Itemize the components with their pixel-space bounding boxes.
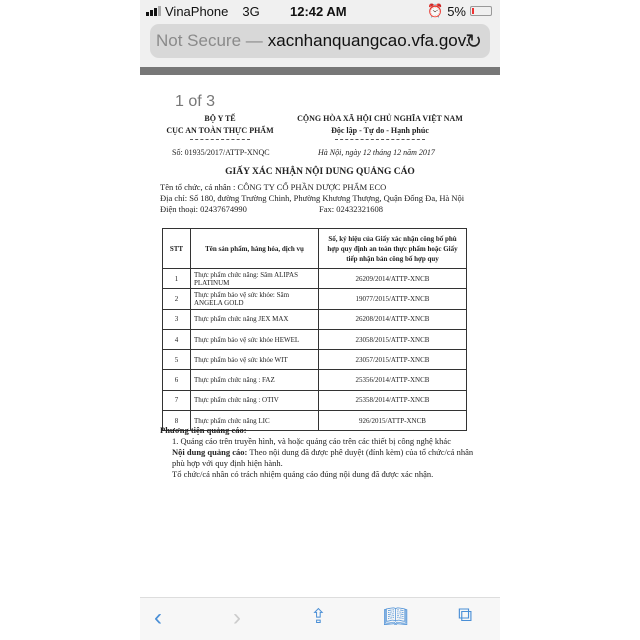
address-bar[interactable]: [150, 24, 490, 58]
doc-number: Số: 01935/2017/ATTP-XNQC: [172, 148, 270, 157]
page-indicator: 1 of 3: [175, 93, 216, 110]
row-product: Thực phẩm chức năng LIC: [191, 411, 319, 431]
doc-title: GIẤY XÁC NHẬN NỘI DUNG QUẢNG CÁO: [225, 167, 415, 177]
table-row: [163, 329, 467, 349]
row-certificate: 25358/2014/ATTP-XNCB: [319, 390, 467, 410]
clock: 12:42 AM: [290, 3, 347, 19]
motto: Độc lập - Tự do - Hạnh phúc: [331, 126, 429, 135]
reload-icon[interactable]: ↻: [465, 30, 482, 53]
share-icon[interactable]: ⇪: [310, 606, 327, 628]
row-certificate: 23057/2015/ATTP-XNCB: [319, 350, 467, 370]
national-header: [290, 113, 470, 140]
signal-icon: [146, 6, 161, 16]
browser-toolbar: [140, 597, 500, 640]
responsibility: Tổ chức/cá nhân có trách nhiệm quảng cáo đúng nội dung đã được xác nhận.: [172, 469, 434, 479]
agency: CỤC AN TOÀN THỰC PHẨM: [166, 126, 274, 135]
org-fax: Fax: 02432321608: [319, 204, 383, 214]
row-stt: 2: [163, 289, 191, 309]
country: CỘNG HÒA XÃ HỘI CHỦ NGHĨA VIỆT NAM: [297, 114, 463, 123]
row-product: Thực phẩm bảo vệ sức khỏe WIT: [191, 350, 319, 370]
issuer-header: [160, 113, 280, 140]
chevron-left-icon[interactable]: ‹: [154, 604, 162, 631]
row-product: Thực phẩm chức năng: Sâm ALIPAS PLATINUM: [191, 269, 319, 289]
row-certificate: 926/2015/ATTP-XNCB: [319, 411, 467, 431]
row-stt: 4: [163, 329, 191, 349]
chevron-right-icon[interactable]: ›: [233, 604, 241, 631]
row-certificate: 26209/2014/ATTP-XNCB: [319, 269, 467, 289]
table-row: [163, 269, 467, 289]
col-stt: STT: [163, 229, 191, 269]
row-product: Thực phẩm bảo vệ sức khỏe HEWEL: [191, 329, 319, 349]
content-text: Theo nội dung đã được phê duyệt (đính kèm) của tổ chức/cá nhân phù hợp với quy định hiện hành.: [172, 447, 474, 468]
tabs-icon[interactable]: ⧉: [458, 604, 473, 626]
row-certificate: 23058/2015/ATTP-XNCB: [319, 329, 467, 349]
ministry: BỘ Y TẾ: [204, 114, 236, 123]
bookmarks-icon[interactable]: 📖︎: [383, 606, 409, 628]
carrier: VinaPhone: [165, 3, 229, 19]
phone-screen: [140, 0, 500, 640]
row-product: Thực phẩm chức năng : FAZ: [191, 370, 319, 390]
network: 3G: [242, 3, 260, 19]
page-divider: [140, 67, 500, 75]
col-certificate: Số, ký hiệu của Giấy xác nhận công bố phù hợp quy định an toàn thực phẩm hoặc Giấy tiếp nhận bản công bố hợp quy: [319, 229, 467, 269]
doc-date: Hà Nội, ngày 12 tháng 12 năm 2017: [318, 148, 435, 157]
row-certificate: 26208/2014/ATTP-XNCB: [319, 309, 467, 329]
org-address: Địa chỉ: Số 180, đường Trường Chinh, Phường Khương Thượng, Quận Đống Đa, Hà Nội: [160, 193, 465, 203]
org-info: [160, 182, 480, 215]
org-name: Tên tổ chức, cá nhân : CÔNG TY CỔ PHẦN DƯỢC PHẨM ECO: [160, 182, 387, 192]
row-product: Thực phẩm chức năng : OTIV: [191, 390, 319, 410]
table-row: [163, 289, 467, 309]
ad-details: [160, 425, 480, 480]
media-label: Phương tiện quảng cáo:: [160, 425, 247, 435]
media-item: 1. Quảng cáo trên truyền hình, và hoặc quảng cáo trên các thiết bị công nghệ khác: [172, 436, 451, 446]
row-certificate: 25356/2014/ATTP-XNCB: [319, 370, 467, 390]
status-bar: [140, 0, 500, 22]
row-stt: 5: [163, 350, 191, 370]
row-stt: 6: [163, 370, 191, 390]
row-stt: 1: [163, 269, 191, 289]
row-stt: 7: [163, 390, 191, 410]
battery-percent: 5%: [447, 3, 466, 19]
row-product: Thực phẩm chức năng JEX MAX: [191, 309, 319, 329]
row-stt: 8: [163, 411, 191, 431]
not-secure-label: Not Secure —: [156, 31, 263, 50]
browser-header: [140, 22, 500, 67]
row-stt: 3: [163, 309, 191, 329]
url-domain: xacnhanquangcao.vfa.gov.: [267, 31, 470, 50]
table-row: [163, 390, 467, 410]
table-row: [163, 350, 467, 370]
alarm-icon: ⏰: [427, 3, 444, 18]
table-row: [163, 309, 467, 329]
content-label: Nội dung quảng cáo:: [172, 447, 248, 457]
org-phone: Điện thoại: 02437674990: [160, 204, 247, 214]
battery-icon: [470, 6, 492, 16]
col-product: Tên sản phẩm, hàng hóa, dịch vụ: [191, 229, 319, 269]
row-product: Thực phẩm bảo vệ sức khỏe: Sâm ANGELA GOLD: [191, 289, 319, 309]
products-table: [162, 228, 467, 431]
table-row: [163, 370, 467, 390]
row-certificate: 19077/2015/ATTP-XNCB: [319, 289, 467, 309]
